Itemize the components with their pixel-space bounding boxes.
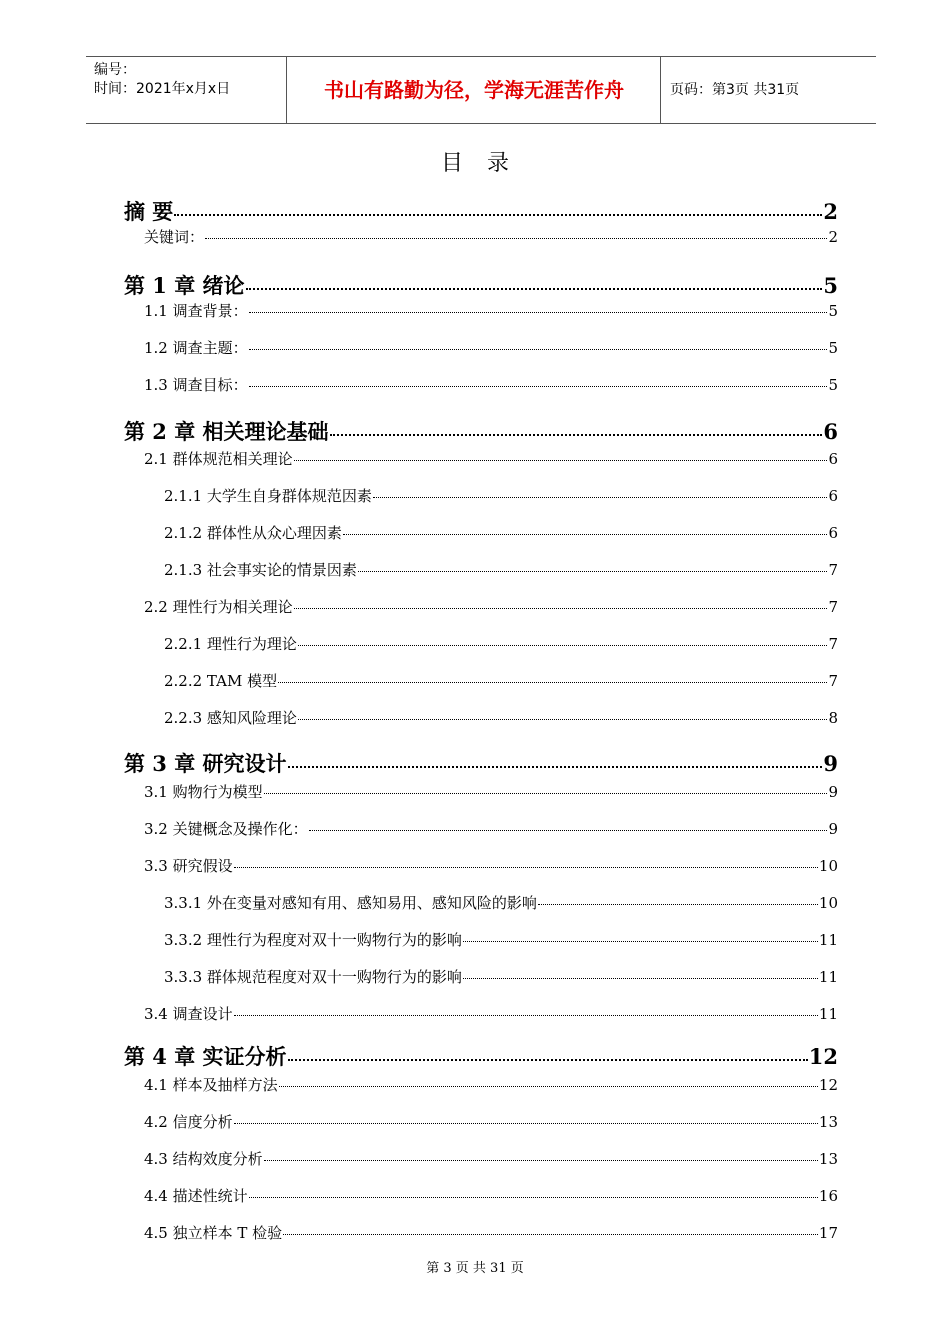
toc-entry-page: 9 [828, 820, 838, 838]
toc-entry-title: 3.4 调查设计 [144, 1005, 233, 1023]
toc-entry[interactable] [144, 337, 838, 358]
toc-entry-page: 10 [818, 857, 838, 875]
toc-entry-title: 4.3 结构效度分析 [144, 1150, 263, 1168]
toc-entry-title: 2.2 理性行为相关理论 [144, 598, 293, 616]
toc-entry-title: 2.1.3 社会事实论的情景因素 [164, 561, 357, 579]
toc-entry-page: 6 [828, 524, 838, 542]
toc-dot-leader [463, 978, 818, 979]
toc-entry[interactable] [144, 1185, 838, 1206]
toc-entry-title: 1.2 调查主题： [144, 339, 248, 357]
toc-entry-page: 17 [818, 1224, 838, 1242]
toc-entry[interactable] [144, 1148, 838, 1169]
toc-entry[interactable] [164, 929, 838, 950]
page-header [86, 56, 876, 124]
toc-dot-leader [463, 941, 818, 942]
toc-dot-leader [283, 1234, 818, 1235]
toc-entry[interactable] [144, 1074, 838, 1095]
toc-entry[interactable] [144, 1003, 838, 1024]
toc-entry-title: 2.1.2 群体性从众心理因素 [164, 524, 342, 542]
toc-entry[interactable] [164, 670, 838, 691]
toc-entry-title: 3.3 研究假设 [144, 857, 233, 875]
toc-entry-page: 5 [828, 376, 838, 394]
toc-entry-page: 5 [828, 302, 838, 320]
toc-dot-leader [205, 238, 827, 239]
toc-entry-page: 7 [828, 635, 838, 653]
toc-dot-leader [234, 867, 818, 868]
header-number-label: 编号： [94, 62, 136, 78]
toc-dot-leader [294, 608, 828, 609]
toc-entry-title: 3.3.2 理性行为程度对双十一购物行为的影响 [164, 931, 462, 949]
header-divider [660, 57, 661, 123]
toc-entry-title: 2.2.2 TAM 模型 [164, 672, 278, 690]
toc-entry-title: 2.2.3 感知风险理论 [164, 709, 297, 727]
toc-entry-page: 7 [828, 672, 838, 690]
toc-entry[interactable] [164, 707, 838, 728]
toc-dot-leader [234, 1015, 818, 1016]
toc-entry-title: 2.1 群体规范相关理论 [144, 450, 293, 468]
toc-entry[interactable] [164, 522, 838, 543]
toc-entry-page: 9 [823, 751, 838, 776]
toc-dot-leader [174, 214, 822, 216]
toc-entry[interactable] [164, 892, 838, 913]
toc-entry-page: 2 [828, 228, 838, 246]
toc-dot-leader [288, 766, 823, 768]
toc-entry[interactable] [124, 270, 838, 300]
toc-entry-title: 4.2 信度分析 [144, 1113, 233, 1131]
toc-entry-title: 4.5 独立样本 T 检验 [144, 1224, 283, 1242]
toc-entry-title: 1.1 调查背景： [144, 302, 248, 320]
toc-entry-page: 6 [828, 450, 838, 468]
toc-entry-title: 4.1 样本及抽样方法 [144, 1076, 278, 1094]
toc-entry[interactable] [144, 596, 838, 617]
header-motto: 书山有路勤为径，学海无涯苦作舟 [324, 78, 624, 102]
toc-dot-leader [309, 830, 828, 831]
toc-entry-page: 7 [828, 561, 838, 579]
toc-entry[interactable] [144, 300, 838, 321]
toc-entry[interactable] [144, 818, 838, 839]
toc-dot-leader [298, 719, 828, 720]
toc-entry[interactable] [124, 196, 838, 226]
toc-dot-leader [249, 386, 828, 387]
toc-entry[interactable] [144, 781, 838, 802]
toc-entry-page: 11 [818, 931, 838, 949]
toc-entry-title: 第 2 章 相关理论基础 [124, 419, 329, 444]
toc-entry-title: 摘 要 [124, 199, 174, 224]
toc-entry-page: 2 [823, 199, 838, 224]
toc-entry[interactable] [144, 226, 838, 247]
toc-entry-page: 10 [818, 894, 838, 912]
toc-entry-title: 4.4 描述性统计 [144, 1187, 248, 1205]
toc-entry-title: 3.3.1 外在变量对感知有用、感知易用、感知风险的影响 [164, 894, 537, 912]
toc-entry-page: 11 [818, 1005, 838, 1023]
toc-entry-title: 1.3 调查目标： [144, 376, 248, 394]
toc-entry-page: 16 [818, 1187, 838, 1205]
toc-entry[interactable] [144, 448, 838, 469]
page-footer: 第 3 页 共 31 页 [426, 1261, 524, 1276]
toc-entry-title: 3.1 购物行为模型 [144, 783, 263, 801]
toc-dot-leader [288, 1059, 808, 1061]
toc-entry[interactable] [164, 633, 838, 654]
toc-title: 目录 [440, 151, 533, 176]
toc-dot-leader [264, 1160, 818, 1161]
toc-entry-page: 12 [808, 1044, 838, 1069]
toc-dot-leader [234, 1123, 818, 1124]
toc-entry-page: 13 [818, 1113, 838, 1131]
toc-entry-title: 2.1.1 大学生自身群体规范因素 [164, 487, 372, 505]
toc-entry-title: 第 4 章 实证分析 [124, 1044, 287, 1069]
toc-entry[interactable] [124, 416, 838, 446]
toc-entry[interactable] [144, 1111, 838, 1132]
toc-entry[interactable] [124, 748, 838, 778]
toc-dot-leader [373, 497, 828, 498]
toc-entry-page: 6 [828, 487, 838, 505]
toc-dot-leader [249, 1197, 818, 1198]
toc-dot-leader [264, 793, 828, 794]
toc-entry-page: 6 [823, 419, 838, 444]
toc-entry-page: 9 [828, 783, 838, 801]
toc-entry[interactable] [144, 855, 838, 876]
toc-dot-leader [294, 460, 828, 461]
toc-entry-title: 关键词： [144, 228, 205, 246]
toc-entry[interactable] [164, 485, 838, 506]
toc-entry[interactable] [144, 374, 838, 395]
toc-dot-leader [538, 904, 818, 905]
toc-dot-leader [246, 288, 823, 290]
toc-dot-leader [330, 434, 823, 436]
toc-entry-page: 11 [818, 968, 838, 986]
toc-entry-page: 8 [828, 709, 838, 727]
toc-entry[interactable] [164, 559, 838, 580]
toc-dot-leader [298, 645, 828, 646]
header-divider [286, 57, 287, 123]
toc-dot-leader [343, 534, 828, 535]
toc-entry-title: 3.3.3 群体规范程度对双十一购物行为的影响 [164, 968, 462, 986]
toc-entry-title: 第 3 章 研究设计 [124, 751, 287, 776]
toc-entry[interactable] [164, 966, 838, 987]
toc-dot-leader [249, 349, 828, 350]
toc-entry-title: 3.2 关键概念及操作化： [144, 820, 308, 838]
toc-entry-page: 12 [818, 1076, 838, 1094]
header-meta [94, 61, 230, 99]
toc-entry-page: 13 [818, 1150, 838, 1168]
header-time-label: 时间：2021年x月x日 [94, 81, 231, 97]
header-page-info: 页码：第3页 共31页 [670, 82, 800, 98]
toc-dot-leader [278, 682, 827, 683]
toc-entry[interactable] [124, 1041, 838, 1071]
toc-entry[interactable] [144, 1222, 838, 1243]
toc-entry-title: 2.2.1 理性行为理论 [164, 635, 297, 653]
toc-dot-leader [279, 1086, 818, 1087]
toc-entry-page: 7 [828, 598, 838, 616]
toc-dot-leader [249, 312, 828, 313]
toc-entry-title: 第 1 章 绪论 [124, 273, 245, 298]
toc-entry-page: 5 [828, 339, 838, 357]
toc-dot-leader [358, 571, 828, 572]
toc-entry-page: 5 [823, 273, 838, 298]
